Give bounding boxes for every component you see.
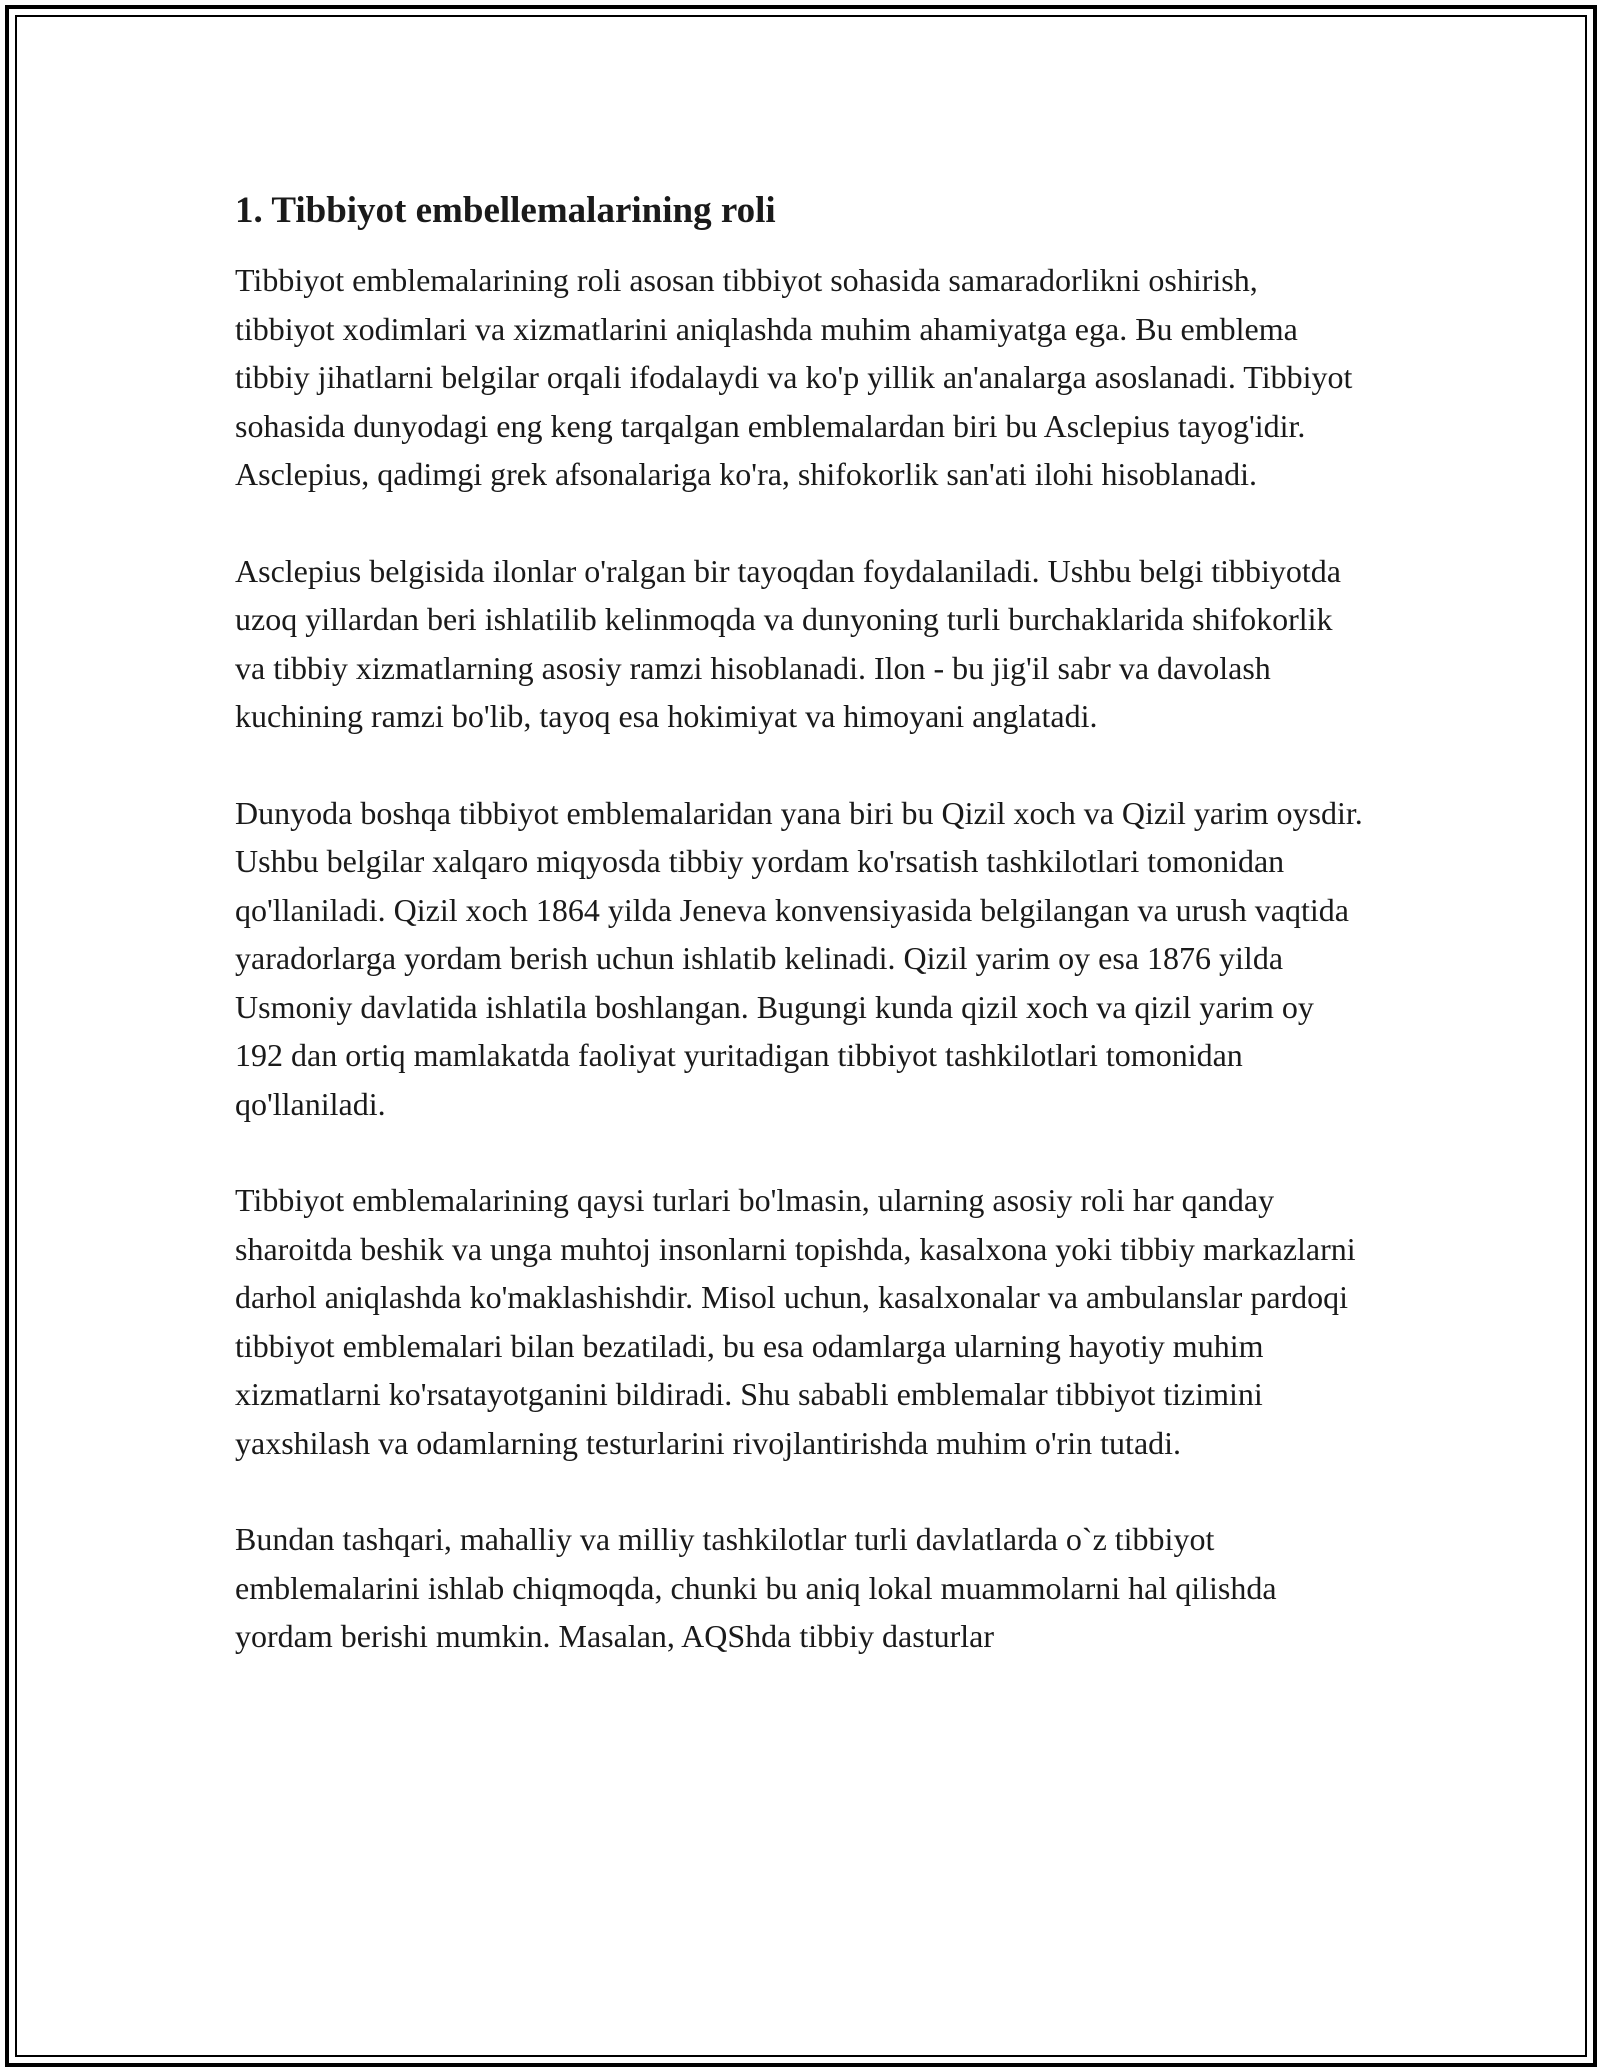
paragraph-5: Bundan tashqari, mahalliy va milliy tashkilotlar turli davlatlarda o`z tibbiyot emblemalarini ishlab chiqmoqda, chunki bu aniq lokal muammolarni hal qilishda yordam berishi mumkin. Masalan, AQShda tibbiy dasturlar — [235, 1521, 1277, 1654]
document-body — [235, 188, 1365, 1709]
paragraph-4: Tibbiyot emblemalarining qaysi turlari bo'lmasin, ularning asosiy roli har qanday sharoitda beshik va unga muhtoj insonlarni topishda, kasalxona yoki tibbiy markazlarni darhol aniqlashda ko'maklashishdir. Misol uchun, kasalxonalar va ambulanslar pardoqi tibbiyot emblemalari bilan bezatiladi, bu esa odamlarga ularning hayotiy muhim xizmatlarni ko'rsatayotganini bildiradi. Shu sababli emblemalar tibbiyot tizimini yaxshilash va odamlarning testurlarini rivojlantirishda muhim o'rin tutadi. — [235, 1182, 1356, 1461]
paragraph-3: Dunyoda boshqa tibbiyot emblemalaridan yana biri bu Qizil xoch va Qizil yarim oysdir. Ushbu belgilar xalqaro miqyosda tibbiy yordam ko'rsatish tashkilotlari tomonidan qo'llaniladi. Qizil xoch 1864 yilda Jeneva konvensiyasida belgilangan va urush vaqtida yaradorlarga yordam berish uchun ishlatib kelinadi. Qizil yarim oy esa 1876 yilda Usmoniy davlatida ishlatila boshlangan. Bugungi kunda qizil xoch va qizil yarim oy 192 dan ortiq mamlakatda faoliyat yuritadigan tibbiyot tashkilotlari tomonidan qo'llaniladi. — [235, 794, 1363, 1122]
paragraph-2: Asclepius belgisida ilonlar o'ralgan bir tayoqdan foydalaniladi. Ushbu belgi tibbiyotda uzoq yillardan beri ishlatilib kelinmoqda va dunyoning turli burchaklarida shifokorlik va tibbiy xizmatlarning asosiy ramzi hisoblanadi. Ilon - bu jig'il sabr va davolash kuchining ramzi bo'lib, tayoq esa hokimiyat va himoyani anglatadi. — [235, 552, 1341, 734]
section-heading: 1. Tibbiyot embellemalarining roli — [235, 190, 776, 231]
paragraph-1: Tibbiyot emblemalarining roli asosan tibbiyot sohasida samaradorlikni oshirish, tibbiyot xodimlari va xizmatlarini aniqlashda muhim ahamiyatga ega. Bu emblema tibbiy jihatlarni belgilar orqali ifodalaydi va ko'p yillik an'analarga asoslanadi. Tibbiyot sohasida dunyodagi eng keng tarqalgan emblemalardan biri bu Asclepius tayog'idir. Asclepius, qadimgi grek afsonalariga ko'ra, shifokorlik san'ati ilohi hisoblanadi. — [235, 262, 1353, 492]
